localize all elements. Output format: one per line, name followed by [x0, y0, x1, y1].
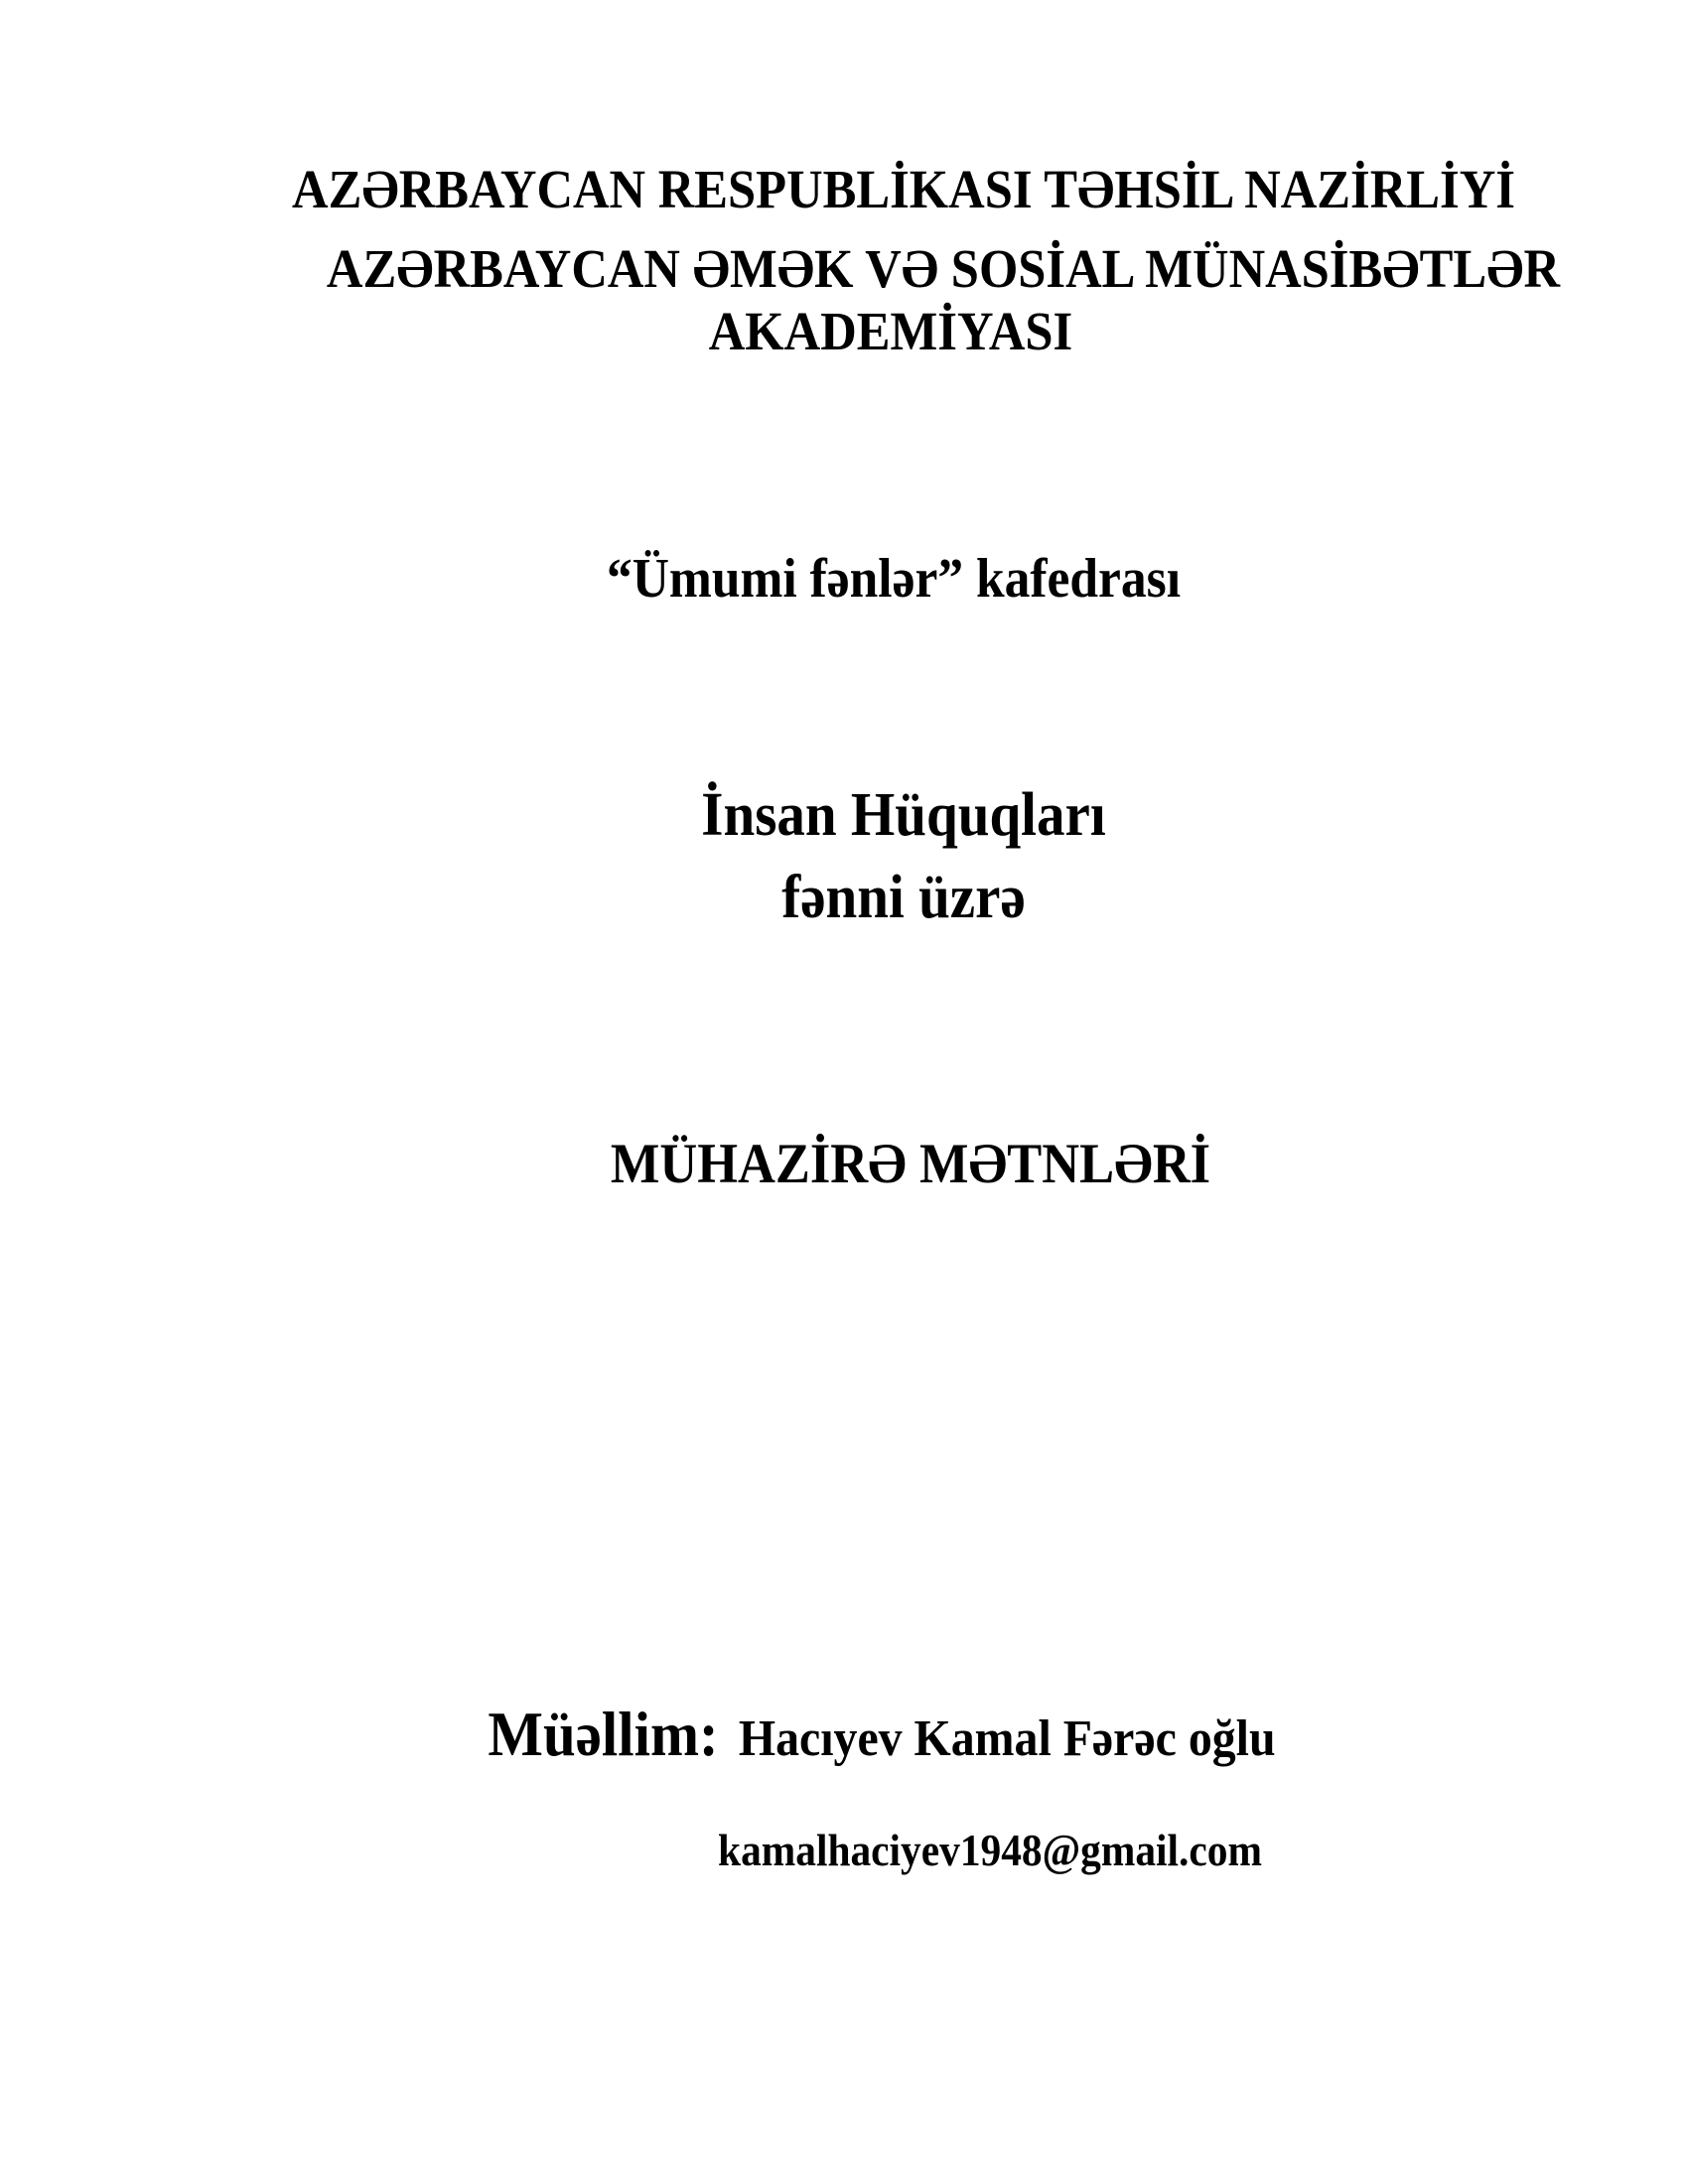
subject-suffix: fənni üzrə [781, 864, 1026, 931]
academy-title-line1: AZƏRBAYCAN ƏMƏK VƏ SOSİAL MÜNASİBƏTLƏR [326, 238, 1561, 299]
ministry-title: AZƏRBAYCAN RESPUBLİKASI TƏHSİL NAZİRLİYİ [292, 159, 1515, 219]
author-line [105, 1699, 1658, 1769]
author-name: Hacıyev Kamal Fərəc oğlu [738, 1710, 1276, 1767]
author-email: kamalhaciyev1948@gmail.com [718, 1826, 1262, 1875]
academy-title-line2: AKADEMİYASI [708, 301, 1073, 361]
author-label: Müəllim: [488, 1699, 719, 1769]
document-type-title: MÜHAZİRƏ MƏTNLƏRİ [610, 1133, 1211, 1195]
department-title: “Ümumi fənlər” kafedrası [606, 548, 1182, 610]
subject-title: İnsan Hüquqları [701, 781, 1106, 849]
